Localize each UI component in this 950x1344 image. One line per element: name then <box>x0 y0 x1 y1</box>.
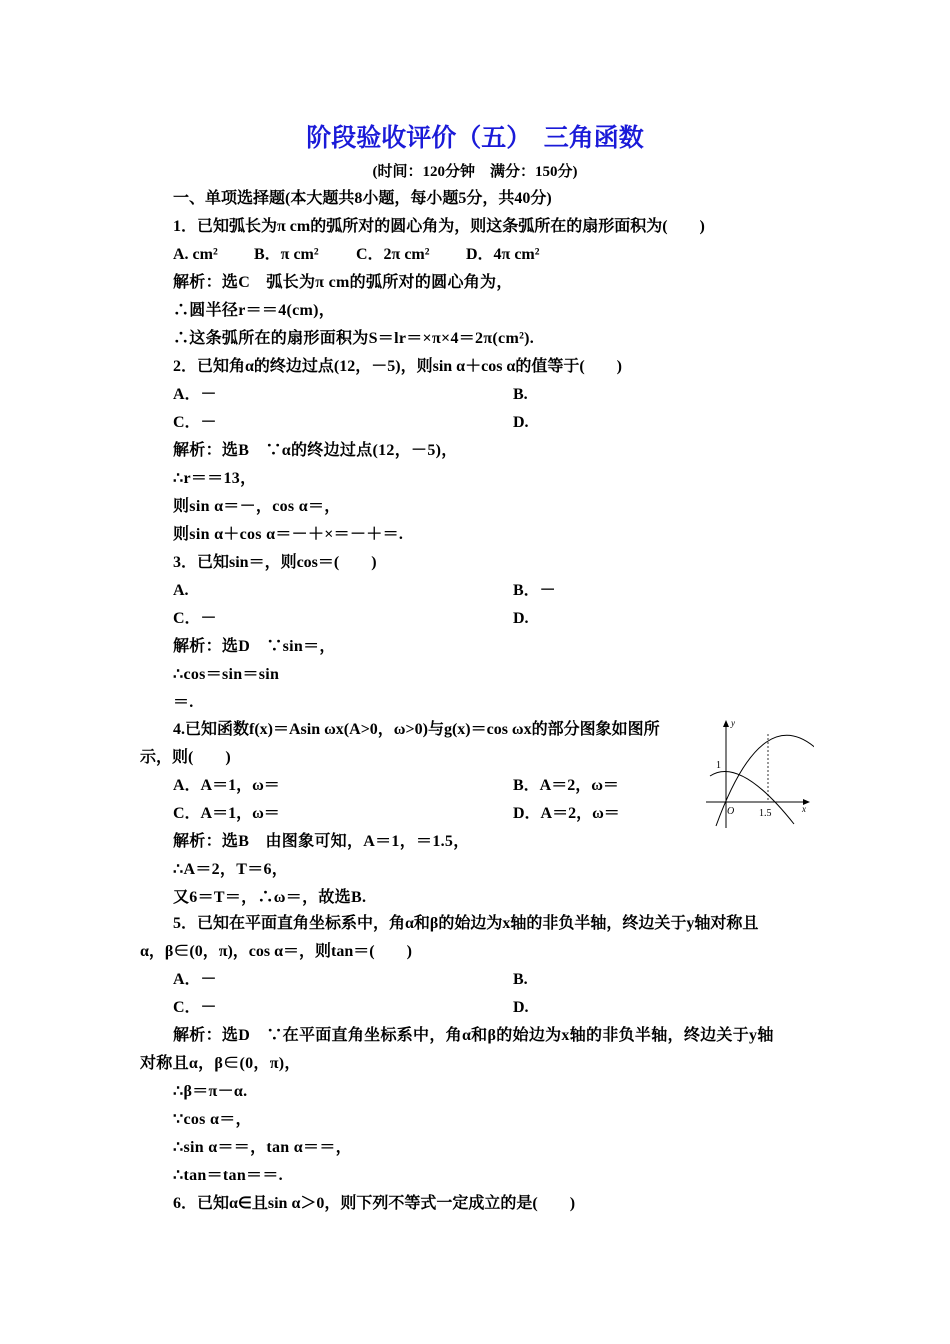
q5-solution-line: 解析：选D ∵在平面直角坐标系中，角α和β的始边为x轴的非负半轴，终边关于y轴 <box>173 1027 774 1044</box>
q1-solution-line: ∴圆半径r＝＝4(cm)， <box>173 302 336 319</box>
q4-stem-continued: 示，则( ) <box>140 749 231 766</box>
q3-stem: 3．已知sin＝，则cos＝( ) <box>173 554 377 571</box>
q3-option-b: B．－ <box>513 582 556 599</box>
q5-stem-continued: α，β∈(0，π)，cos α＝，则tan＝( ) <box>140 943 412 960</box>
q4-option-d: D．A＝2，ω＝ <box>513 805 620 822</box>
q2-solution-line: 解析：选B ∵α的终边过点(12，－5)， <box>173 442 458 459</box>
q5-solution-line: ∴tan＝tan＝＝. <box>173 1167 283 1184</box>
q4-option-a: A．A＝1，ω＝ <box>173 777 280 794</box>
q2-option-d: D. <box>513 414 529 431</box>
q4-option-b: B．A＝2，ω＝ <box>513 777 619 794</box>
q4-solution-line: 解析：选B 由图象可知，A＝1，＝1.5， <box>173 833 470 850</box>
origin-label: O <box>727 806 735 817</box>
q1-solution-line: 解析：选C 弧长为π cm的弧所对的圆心角为， <box>173 274 513 291</box>
q5-solution-line: 对称且α，β∈(0，π)， <box>140 1055 301 1072</box>
q5-solution-line: ∴β＝π－α. <box>173 1083 248 1100</box>
y-axis-label: y <box>731 718 735 728</box>
x-tick-label: 1.5 <box>759 808 772 819</box>
q5-solution-line: ∵cos α＝， <box>173 1111 252 1128</box>
q2-option-b: B. <box>513 386 528 403</box>
q1-stem: 1．已知弧长为π cm的弧所对的圆心角为，则这条弧所在的扇形面积为( ) <box>173 218 705 235</box>
q4-option-c: C．A＝1，ω＝ <box>173 805 280 822</box>
q1-solution-line: ∴这条弧所在的扇形面积为S＝lr＝×π×4＝2π(cm²). <box>173 330 535 347</box>
q4-solution-line: ∴A＝2，T＝6， <box>173 861 289 878</box>
q3-solution-line: ∴cos＝sin＝sin <box>173 666 280 683</box>
q5-solution-line: ∴sin α＝＝，tan α＝＝， <box>173 1139 352 1156</box>
q5-option-a: A．－ <box>173 971 217 988</box>
q3-solution-line: 解析：选D ∵sin＝， <box>173 638 336 655</box>
page-title: 阶段验收评价（五） 三角函数 <box>306 123 644 152</box>
q3-option-d: D. <box>513 610 529 627</box>
section-heading: 一、单项选择题(本大题共8小题，每小题5分，共40分) <box>173 190 552 207</box>
q1-option-d: D．4π cm² <box>466 246 540 263</box>
q5-stem: 5．已知在平面直角坐标系中，角α和β的始边为x轴的非负半轴，终边关于y轴对称且 <box>173 915 759 932</box>
x-axis-label: x <box>802 804 806 814</box>
q1-option-a: A. cm² <box>173 246 218 263</box>
exam-info: (时间：120分钟 满分：150分) <box>372 164 578 180</box>
q5-option-d: D. <box>513 999 529 1016</box>
q2-option-a: A．－ <box>173 386 217 403</box>
q2-stem: 2．已知角α的终边过点(12，－5)，则sin α＋cos α的值等于( ) <box>173 358 623 375</box>
cosine-curve <box>710 771 794 824</box>
q2-solution-line: 则sin α＋cos α＝－＋×＝－＋＝. <box>173 526 404 543</box>
y-axis-arrow-icon <box>723 720 729 727</box>
q1-option-b: B．π cm² <box>254 246 319 263</box>
q3-option-c: C．－ <box>173 610 217 627</box>
q6-stem: 6．已知α∈且sin α＞0，则下列不等式一定成立的是( ) <box>173 1195 576 1212</box>
q2-solution-line: 则sin α＝－，cos α＝， <box>173 498 341 515</box>
q3-option-a: A. <box>173 582 189 599</box>
q1-option-c: C．2π cm² <box>356 246 430 263</box>
q2-option-c: C．－ <box>173 414 217 431</box>
q2-solution-line: ∴r＝＝13， <box>173 470 257 487</box>
q5-option-c: C．－ <box>173 999 217 1016</box>
q4-solution-line: 又6＝T＝，∴ω＝，故选B. <box>173 889 367 906</box>
q4-stem: 4.已知函数f(x)＝Asin ωx(A>0，ω>0)与g(x)＝cos ωx的部分图象如图所 <box>173 721 660 738</box>
q5-option-b: B. <box>513 971 528 988</box>
y-tick-label: 1 <box>716 760 721 771</box>
q3-solution-line: ＝. <box>173 694 194 711</box>
function-graph <box>702 712 814 830</box>
